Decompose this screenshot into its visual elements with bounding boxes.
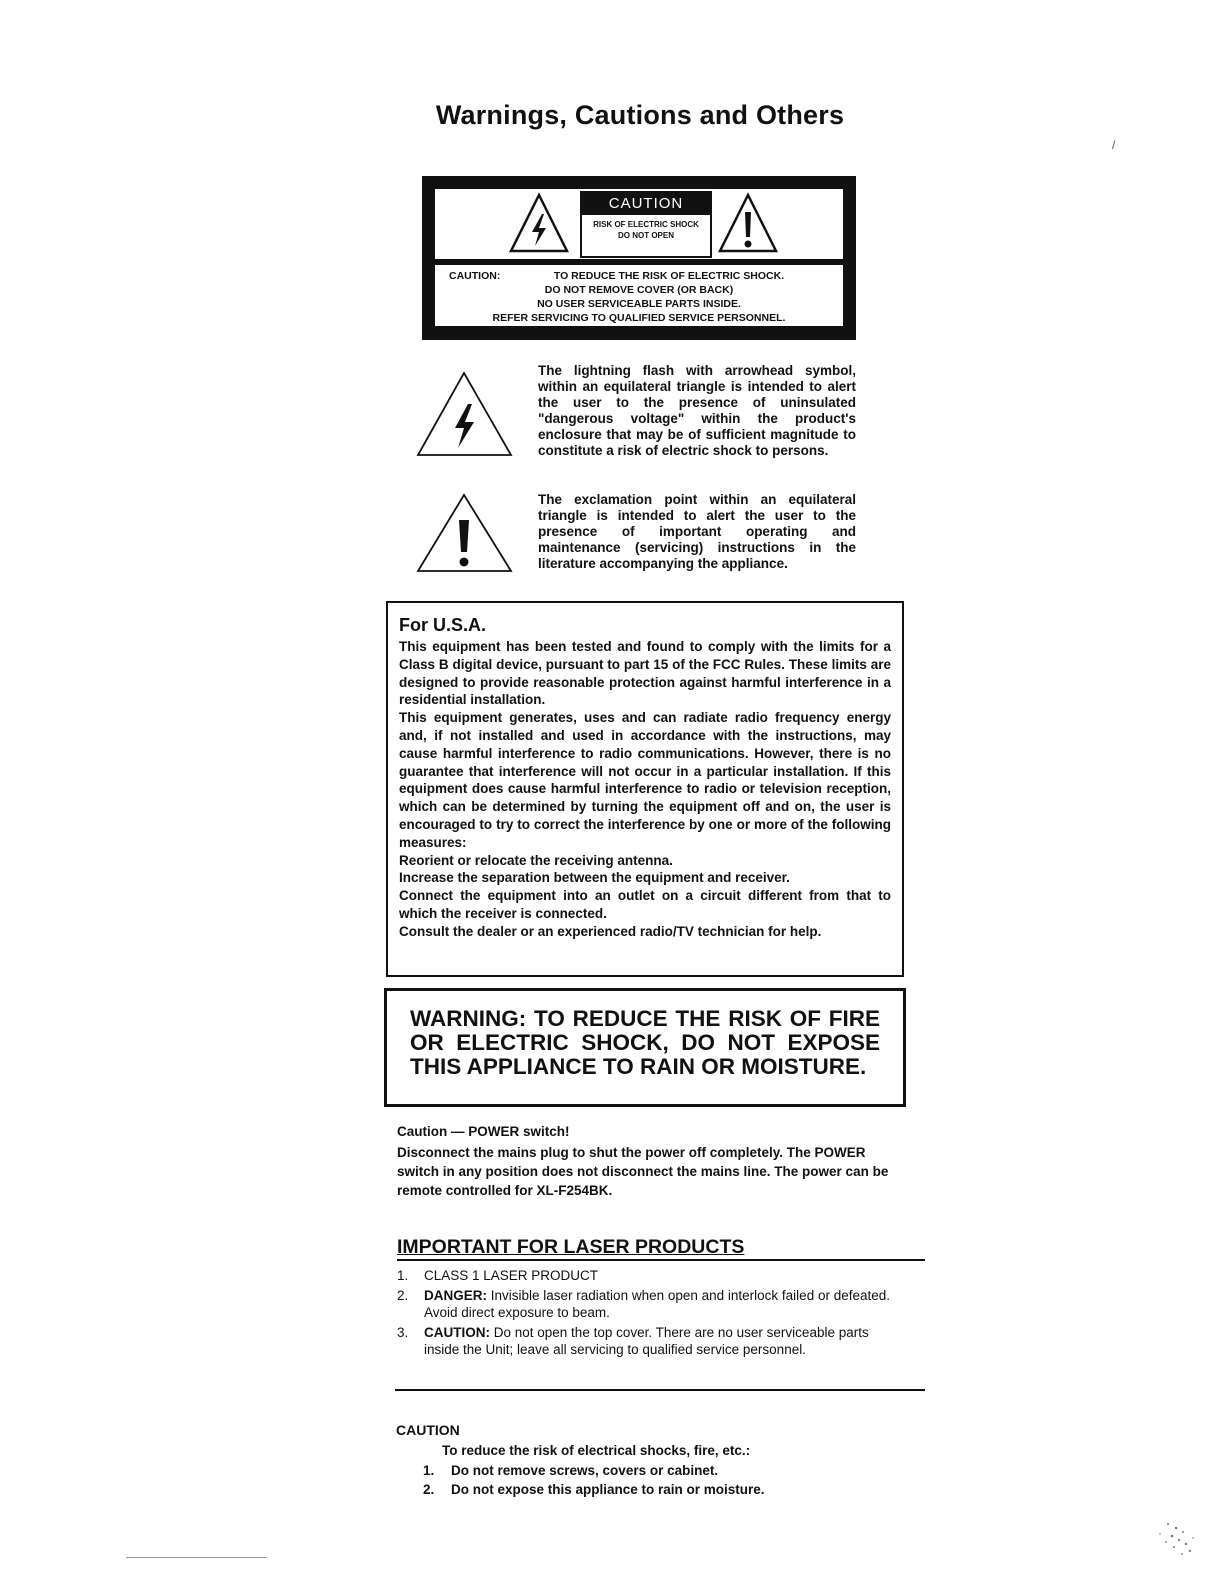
- fcc-title: For U.S.A.: [399, 615, 487, 635]
- list-item-number: 1.: [397, 1268, 409, 1283]
- caution-plate-header: CAUTION: [582, 193, 710, 215]
- caution-plate-line2: DO NOT OPEN: [617, 231, 674, 240]
- caution-title: CAUTION: [396, 1422, 460, 1438]
- caution-line: NO USER SERVICEABLE PARTS INSIDE.: [537, 298, 741, 310]
- list-item-text: CLASS 1 LASER PRODUCT: [424, 1268, 599, 1283]
- warning-text: WARNING: TO REDUCE THE RISK OF FIRE OR ELECTRIC SHOCK, DO NOT EXPOSE THIS APPLIANCE TO RAIN OR MOISTURE.: [410, 1006, 880, 1079]
- caution-label-box: [422, 176, 856, 340]
- list-item-label: CAUTION:: [424, 1325, 490, 1340]
- laser-list: [397, 1267, 895, 1361]
- fcc-notice-box: [386, 601, 904, 977]
- fcc-paragraph: Connect the equipment into an outlet on a circuit different from that to which the receiver is connected.: [399, 888, 891, 921]
- laser-title-rule: [397, 1259, 925, 1261]
- exclamation-warning-icon: [717, 192, 779, 254]
- caution-label-text: [435, 265, 843, 326]
- stray-mark: /: [1112, 138, 1116, 152]
- caution-line: DO NOT REMOVE COVER (OR BACK): [544, 284, 734, 296]
- list-item-number: 3.: [397, 1325, 409, 1340]
- power-caution-body: Disconnect the mains plug to shut the power off completely. The POWER switch in any position does not disconnect the mains line. The power can be remote controlled for XL-F254BK.: [397, 1145, 889, 1198]
- lightning-triangle-icon: [416, 370, 514, 458]
- caution-prefix: CAUTION:: [449, 270, 501, 282]
- laser-bottom-rule: [395, 1389, 925, 1391]
- list-item-text: Do not open the top cover. There are no user serviceable parts inside the Unit; leave all servicing to qualified service personnel.: [424, 1325, 869, 1357]
- caution-label-symbols: [435, 189, 843, 259]
- list-item-text: Do not remove screws, covers or cabinet.: [451, 1463, 719, 1478]
- caution-list: [423, 1461, 765, 1499]
- caution-plate-line1: RISK OF ELECTRIC SHOCK: [593, 220, 699, 229]
- scan-speckle-icon: [1148, 1516, 1204, 1560]
- fcc-paragraph: Increase the separation between the equipment and receiver.: [399, 870, 790, 886]
- exclamation-symbol-description: The exclamation point within an equilateral triangle is intended to alert the user to the presence of important operating and maintenance (servicing) instructions in the literature accompanying the appliance.: [538, 492, 856, 571]
- list-item-text: Do not expose this appliance to rain or moisture.: [451, 1482, 765, 1497]
- fcc-paragraph: Consult the dealer or an experienced radio/TV technician for help.: [399, 923, 822, 939]
- list-item: [423, 1461, 765, 1480]
- list-item: [397, 1324, 895, 1358]
- laser-section-title: IMPORTANT FOR LASER PRODUCTS: [397, 1236, 745, 1258]
- fcc-paragraph: This equipment has been tested and found to comply with the limits for a Class B digital device, pursuant to part 15 of the FCC Rules. These limits are designed to provide reasonable protection against harmful interference in a residential installation.: [399, 639, 891, 708]
- lightning-warning-icon: [508, 192, 570, 254]
- list-item-text: Invisible laser radiation when open and interlock failed or defeated. Avoid direct exposure to beam.: [424, 1288, 891, 1320]
- caution-intro: To reduce the risk of electrical shocks, fire, etc.:: [442, 1443, 751, 1458]
- list-item: [397, 1267, 895, 1284]
- caution-plate: [580, 191, 712, 258]
- list-item: [397, 1287, 895, 1321]
- footer-divider: [126, 1557, 267, 1558]
- fcc-body: [399, 638, 891, 941]
- page-title: Warnings, Cautions and Others: [435, 100, 845, 130]
- list-item-number: 1.: [423, 1463, 435, 1478]
- list-item-number: 2.: [423, 1482, 435, 1497]
- power-caution-title: Caution — POWER switch!: [397, 1124, 570, 1139]
- fcc-paragraph: Reorient or relocate the receiving antenna.: [399, 852, 673, 868]
- lightning-symbol-description: The lightning flash with arrowhead symbol, within an equilateral triangle is intended to alert the user to the presence of uninsulated "dangerous voltage" within the product's enclosure that may be of sufficient magnitude to constitute a risk of electric shock to persons.: [538, 363, 856, 458]
- caution-line: TO REDUCE THE RISK OF ELECTRIC SHOCK.: [553, 270, 785, 282]
- list-item-number: 2.: [397, 1288, 409, 1303]
- exclamation-triangle-icon: [416, 492, 514, 574]
- list-item: [423, 1480, 765, 1499]
- caution-line: REFER SERVICING TO QUALIFIED SERVICE PERSONNEL.: [492, 312, 786, 324]
- fcc-paragraph: This equipment generates, uses and can radiate radio frequency energy and, if not installed and used in accordance with the instructions, may cause harmful interference to radio communications. However, there is no guarantee that interference will not occur in a particular installation. If this equipment does cause harmful interference to radio or television reception, which can be determined by turning the equipment off and on, the user is encouraged to try to correct the interference by one or more of the following measures:: [399, 710, 891, 850]
- list-item-label: DANGER:: [424, 1288, 487, 1303]
- warning-box: [384, 988, 906, 1107]
